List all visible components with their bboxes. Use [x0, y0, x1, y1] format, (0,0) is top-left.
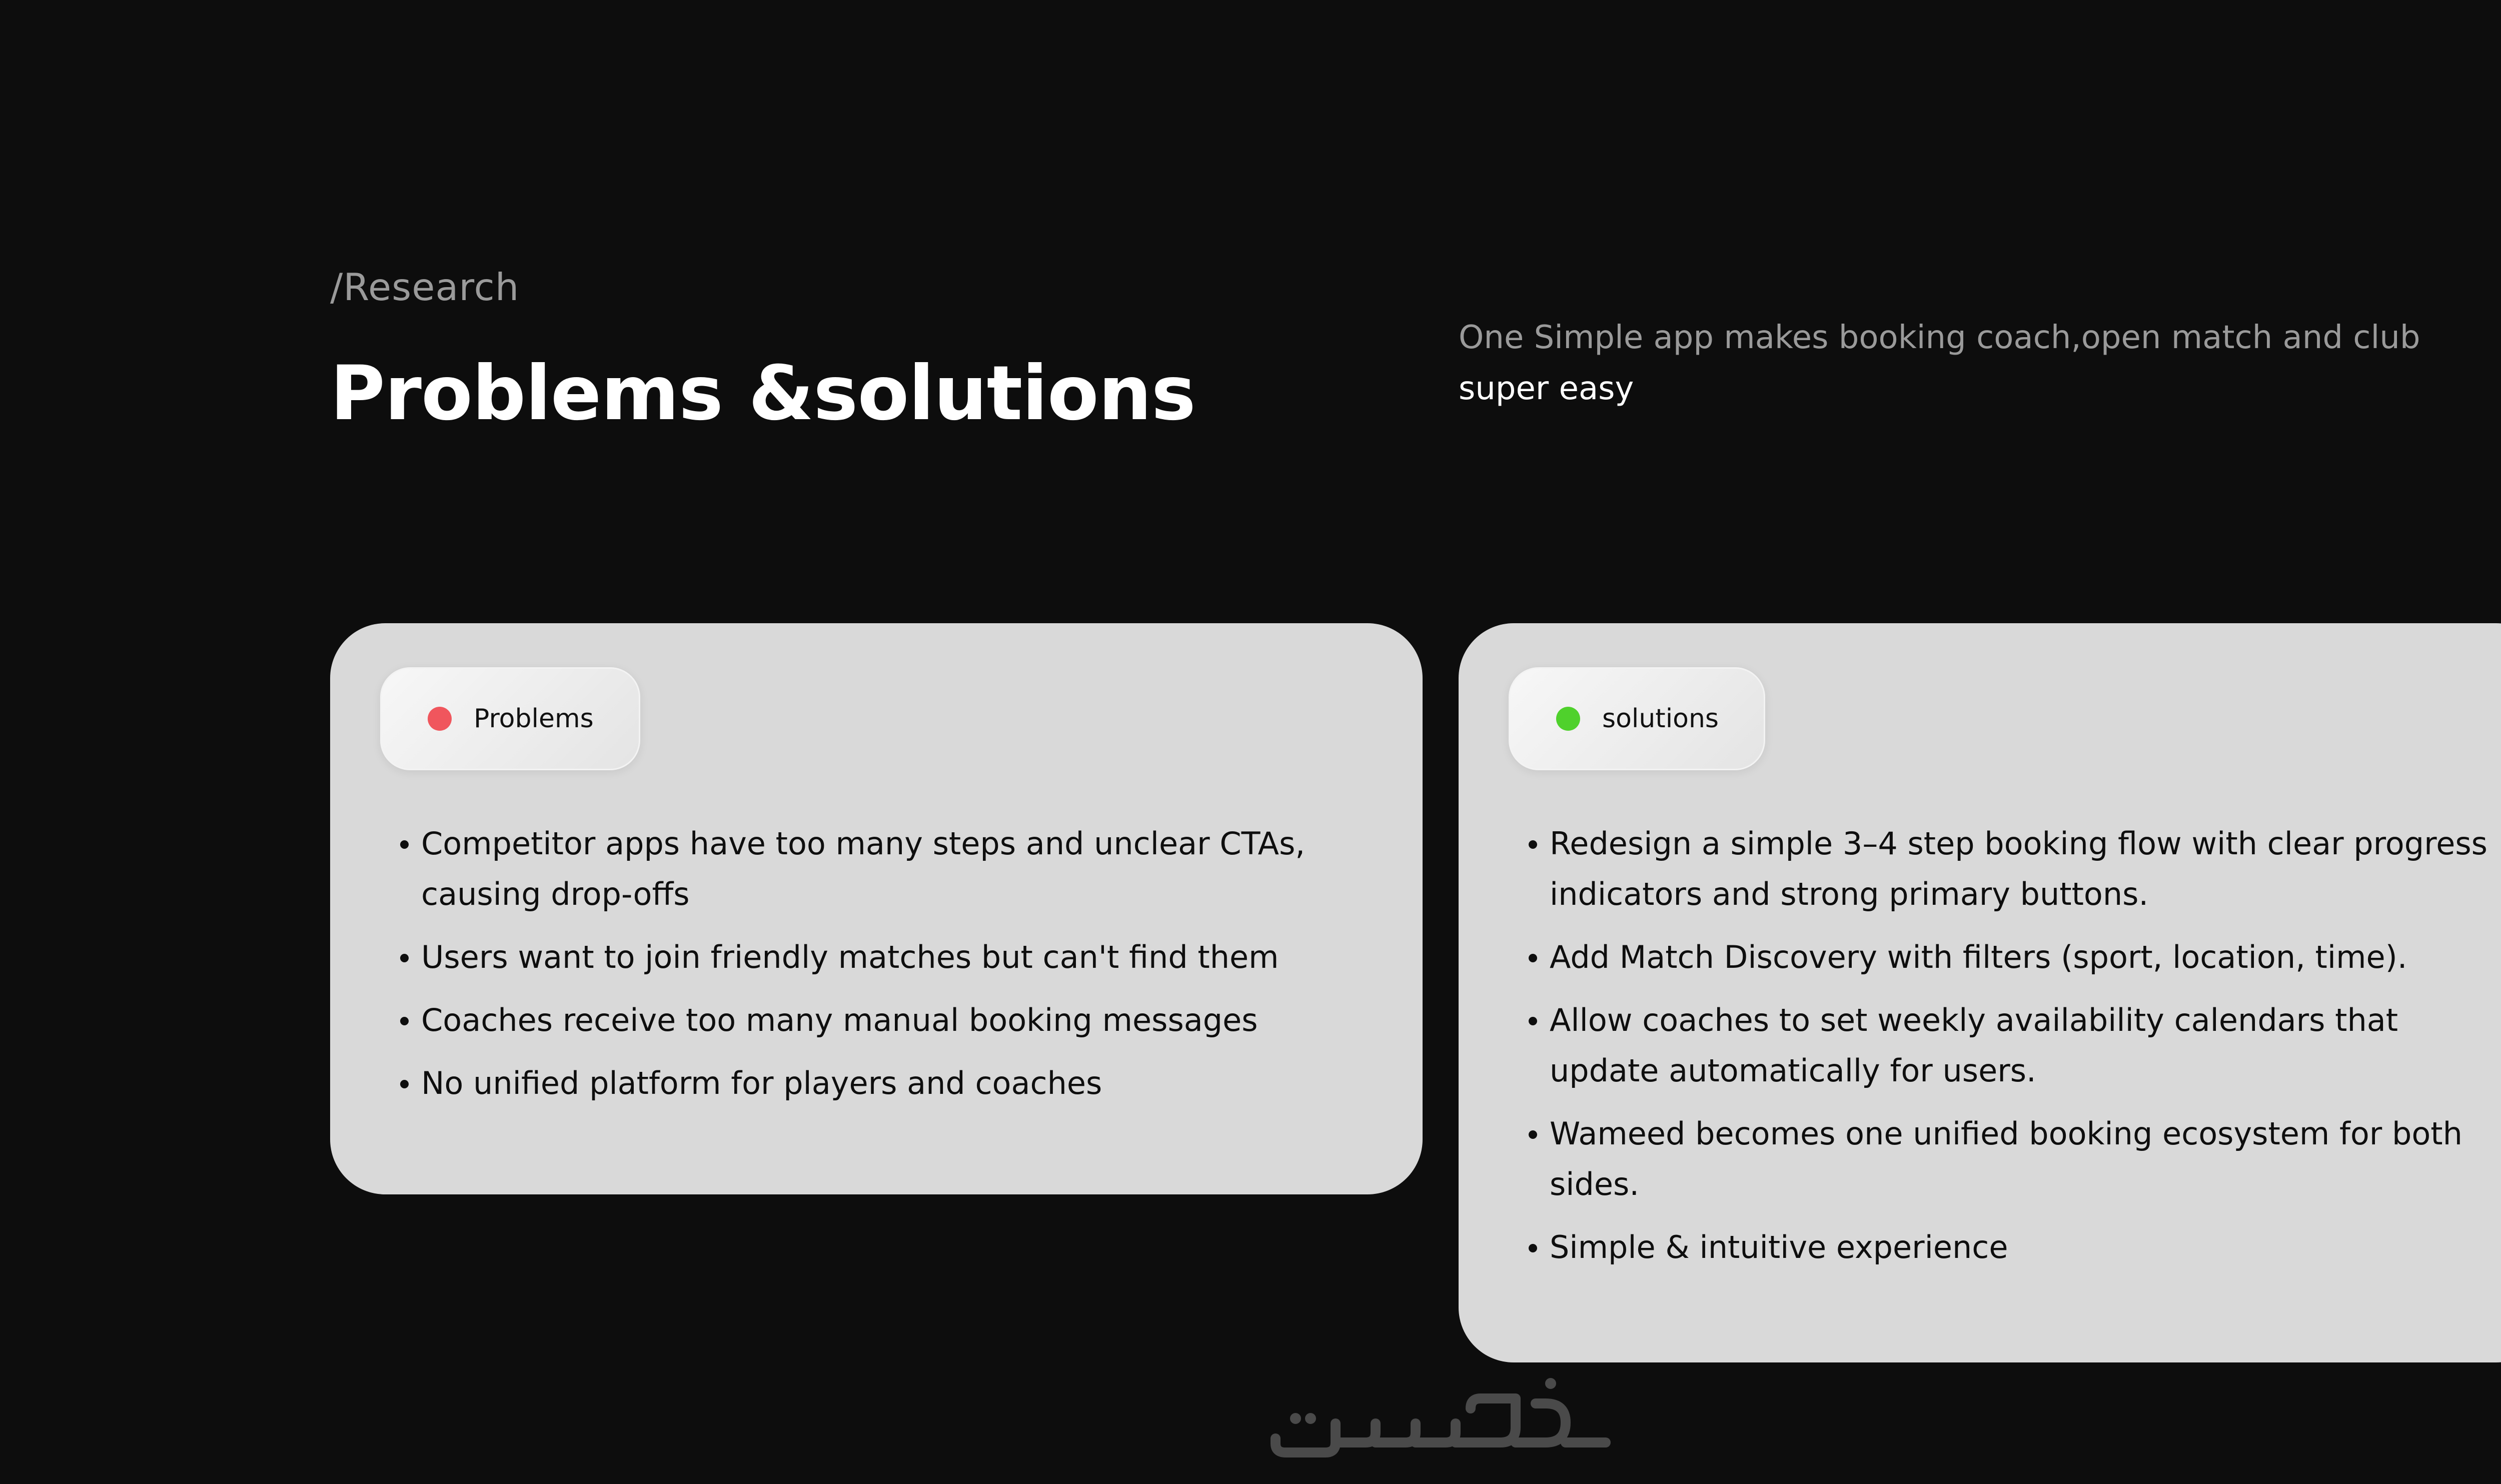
green-dot-icon: [1556, 707, 1580, 731]
list-item-text: Wameed becomes one unified booking ecosystem for both sides.: [1550, 1115, 2462, 1202]
list-item-text: Redesign a simple 3–4 step booking flow with clear progress indicators and strong primary buttons.: [1550, 825, 2487, 912]
list-item-text: No unified platform for players and coaches: [421, 1065, 1102, 1101]
list-item-text: Competitor apps have too many steps and unclear CTAs, causing drop-offs: [421, 825, 1306, 912]
list-item: [400, 995, 1361, 1045]
bullet-icon: [1529, 954, 1537, 962]
bullet-icon: [400, 954, 409, 962]
bullet-icon: [1529, 1017, 1537, 1025]
bullet-icon: [400, 1017, 409, 1025]
list-item-text: Add Match Discovery with filters (sport, location, time).: [1550, 939, 2407, 975]
problems-card: [330, 623, 1423, 1194]
bullet-icon: [400, 840, 409, 849]
list-item: [1529, 932, 2489, 982]
list-item: [400, 1058, 1361, 1108]
bullet-icon: [400, 1080, 409, 1088]
tagline-text: One Simple app makes booking coach,open match and club: [1459, 319, 2420, 356]
red-dot-icon: [428, 707, 452, 731]
section-eyebrow: /Research: [330, 265, 520, 309]
list-item-text: Users want to join friendly matches but can't find them: [421, 939, 1279, 975]
problems-list: [400, 818, 1361, 1121]
list-item: [1529, 818, 2489, 919]
list-item-text: Simple & intuitive experience: [1550, 1229, 2008, 1265]
solutions-list: [1529, 818, 2489, 1285]
list-item: [400, 818, 1361, 919]
bullet-icon: [1529, 1244, 1537, 1252]
solutions-chip: [1509, 667, 1765, 770]
solutions-chip-label: solutions: [1602, 704, 1719, 734]
problems-chip-label: Problems: [474, 704, 594, 734]
list-item-text: Coaches receive too many manual booking messages: [421, 1002, 1258, 1038]
list-item: [1529, 995, 2489, 1096]
list-item: [400, 932, 1361, 982]
tagline-highlight: super easy: [1459, 370, 1634, 407]
page-title: Problems &solutions: [330, 350, 1195, 437]
solutions-card: [1459, 623, 2501, 1362]
tagline: [1459, 312, 2501, 414]
list-item: [1529, 1108, 2489, 1209]
problems-chip: [380, 667, 640, 770]
list-item-text: Allow coaches to set weekly availability calendars that update automatically for users.: [1550, 1002, 2398, 1089]
bullet-icon: [1529, 1130, 1537, 1139]
khamsat-logo-icon: [1266, 1368, 1616, 1458]
list-item: [1529, 1222, 2489, 1272]
bullet-icon: [1529, 840, 1537, 849]
